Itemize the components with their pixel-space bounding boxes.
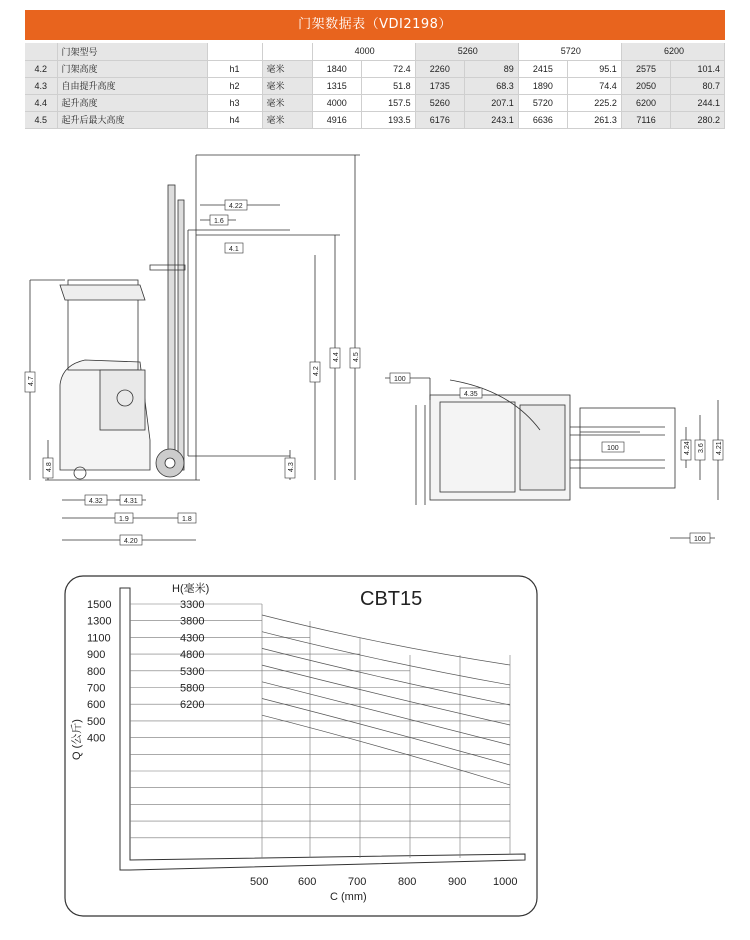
table-row: 4.3 自由提升高度 h2 毫米 1315 51.8 1735 68.3 1890 74.4 2050 80.7 [25,77,725,94]
h-tick: 5300 [180,665,205,678]
dim-100-left: 100 [394,376,406,383]
chart-frame [65,576,537,916]
dim-4-21: 4.21 [716,441,723,455]
table-row: 4.2 门架高度 h1 毫米 1840 72.4 2260 89 2415 95.1 2575 101.4 [25,60,725,77]
q-tick: 400 [87,732,106,745]
q-tick: 800 [87,665,106,678]
dim-4-31: 4.31 [124,498,138,505]
x-tick: 1000 [493,876,518,888]
x-tick: 700 [348,876,367,888]
dim-4-3: 4.3 [288,462,295,472]
model-5260: 5260 [415,43,518,60]
model-5720: 5720 [518,43,621,60]
load-chart [0,570,750,940]
dimension-drawing [0,140,750,560]
dim-4-5: 4.5 [353,352,360,362]
h-tick: 6200 [180,699,205,712]
table-row: 4.4 起升高度 h3 毫米 4000 157.5 5260 207.1 5720 225.2 6200 244.1 [25,94,725,111]
q-tick: 700 [87,682,106,695]
x-tick: 500 [250,876,269,888]
dim-100-right: 100 [694,536,706,543]
q-tick: 1500 [87,599,112,611]
y-axis-label: Q (公斤) [71,719,83,760]
mast-data-table [25,43,725,129]
chart-title: CBT15 [360,588,423,610]
dim-4-24: 4.24 [684,441,691,455]
header-label: 门架型号 [57,43,207,60]
model-6200: 6200 [621,43,724,60]
q-tick: 1100 [87,632,111,645]
x-axis-label: C (mm) [330,891,367,903]
dim-4-22: 4.22 [229,203,243,210]
table-row: 4.5 起升后最大高度 h4 毫米 4916 193.5 6176 243.1 6636 261.3 7116 280.2 [25,111,725,128]
x-tick: 800 [398,876,417,888]
dim-100-mid: 100 [607,445,619,452]
h-tick: 5800 [180,682,205,695]
table-title: 门架数据表（VDI2198） [25,10,725,40]
h-tick: 4800 [180,649,205,662]
dim-4-20: 4.20 [124,538,138,545]
q-tick: 900 [87,649,106,662]
dim-4-32: 4.32 [89,498,103,505]
dim-3-6: 3.6 [698,443,705,453]
dim-1-9: 1.9 [119,516,129,523]
q-tick: 1300 [87,615,112,628]
x-tick: 600 [298,876,317,888]
h-tick: 3800 [180,615,205,628]
dim-4-4: 4.4 [333,352,340,362]
dim-4-2: 4.2 [313,366,320,376]
dim-4-35: 4.35 [464,391,478,398]
table-header-row [25,43,725,60]
q-tick: 500 [87,715,106,728]
h-axis-label: H(毫米) [172,583,210,595]
x-tick: 900 [448,876,467,888]
h-tick: 3300 [180,599,205,611]
h-tick: 4300 [180,632,205,645]
q-tick: 600 [87,699,106,712]
model-4000: 4000 [312,43,415,60]
dim-1-8: 1.8 [182,516,192,523]
dim-1-6: 1.6 [214,218,224,225]
dim-4-1: 4.1 [229,246,239,253]
dim-4-8: 4.8 [46,462,53,472]
dim-4-7: 4.7 [28,376,35,386]
